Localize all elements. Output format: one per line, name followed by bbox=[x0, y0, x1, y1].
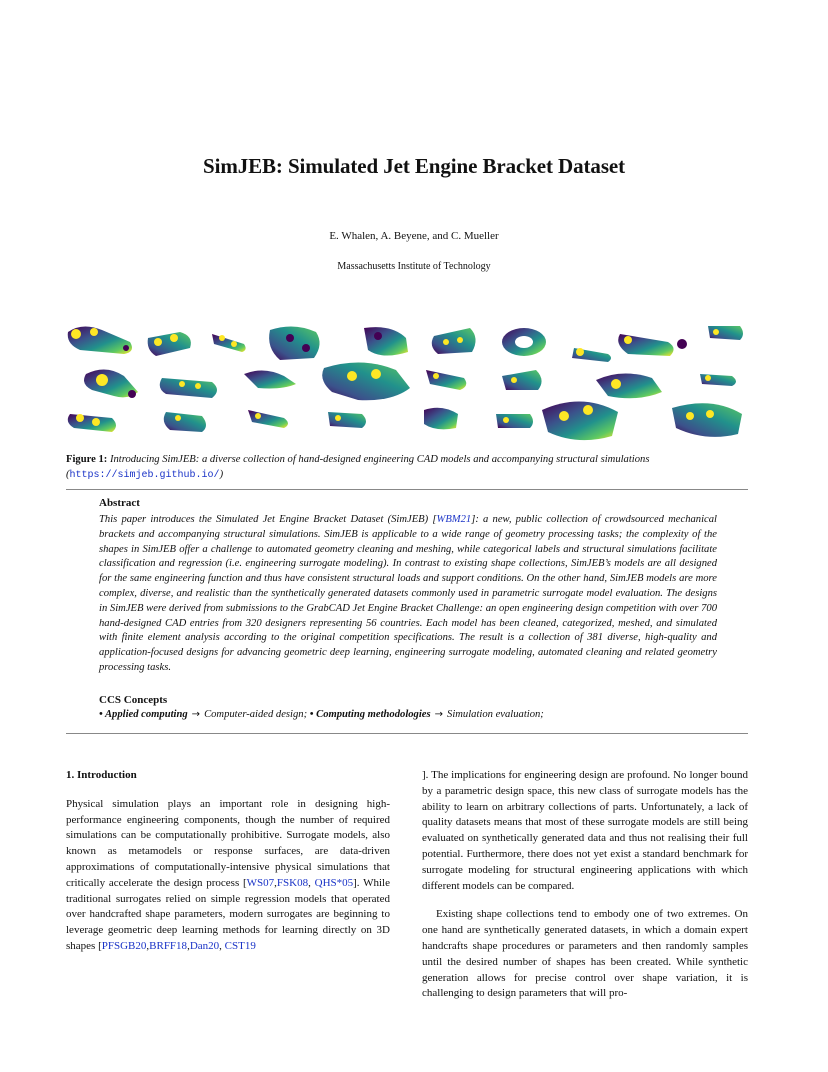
bracket-model bbox=[322, 362, 410, 400]
ccs-concept-2: • Computing methodologies bbox=[309, 709, 431, 720]
figure-1-teaser-image bbox=[62, 318, 752, 450]
bracket-model bbox=[502, 370, 542, 390]
bracket-model bbox=[160, 378, 217, 398]
bracket-model bbox=[328, 412, 366, 428]
citation-link[interactable]: PFSGB20 bbox=[101, 939, 147, 952]
citation-link[interactable]: WBM21 bbox=[436, 514, 472, 525]
abstract-text-1: This paper introduces the Simulated Jet Engine Bracket Dataset (SimJEB) [ bbox=[99, 514, 437, 525]
ccs-concept-1: • Applied computing bbox=[99, 709, 188, 720]
bracket-model bbox=[542, 401, 618, 440]
citation-link[interactable]: WS07 bbox=[246, 876, 275, 889]
intro-paragraph-2: Existing shape collections tend to embody one of two extremes. On one hand are synthetically generated datasets, in which a domain expert handcrafts shape procedures or parameters and then randomly samples until the desired number of shapes has been created. While synthetic generation allows for precise control over shape variation, it is challenging to design parameters that will pro- bbox=[422, 908, 748, 1000]
left-column bbox=[66, 768, 390, 955]
author-list: E. Whalen, A. Beyene, and C. Mueller bbox=[329, 230, 499, 242]
caption-open-paren: ( bbox=[66, 469, 70, 480]
figure-label: Figure 1: bbox=[66, 454, 108, 465]
affiliation: Massachusetts Institute of Technology bbox=[337, 261, 491, 272]
bracket-model bbox=[248, 410, 288, 428]
ccs-concepts bbox=[99, 709, 719, 720]
section-heading: 1. Introduction bbox=[66, 769, 137, 781]
intro-paragraph-1: Physical simulation plays an important role in designing high-performance engineering components, though the number of required simulations can be computationally prohibitive. Surrogate models, also known as metamodels or response surfaces, are data-driven approximations of computationally-intensive physical simulations that critically accelerate the design process [WS07,FSK08, QHS*05]. While traditional surrogates relied on simple regression models that operated over handcrafted shape parameters, modern surrogates are beginning to leverage geometric deep learning methods for learning directly on 3D shapes [PFSGB20,BRFF18,Dan20, CST19 bbox=[66, 797, 390, 952]
paper-title: SimJEB: Simulated Jet Engine Bracket Dataset bbox=[203, 154, 625, 178]
bracket-model bbox=[424, 408, 458, 430]
bracket-model bbox=[84, 369, 138, 398]
citation-link[interactable]: FSK08 bbox=[276, 876, 309, 889]
project-url-link[interactable]: https://simjeb.github.io/ bbox=[69, 470, 220, 481]
caption-text: Introducing SimJEB: a diverse collection of hand-designed engineering CAD models and accompanying structural simulations bbox=[109, 454, 650, 465]
ccs-heading: CCS Concepts bbox=[99, 694, 168, 706]
abstract-body bbox=[99, 513, 717, 676]
bracket-model bbox=[596, 373, 662, 398]
bracket-model bbox=[164, 412, 206, 432]
bracket-model bbox=[68, 326, 132, 354]
bracket-model bbox=[708, 326, 743, 340]
divider-top bbox=[66, 489, 748, 490]
bracket-model bbox=[496, 414, 533, 428]
bracket-model bbox=[572, 348, 611, 362]
arrow-icon: → bbox=[434, 709, 444, 720]
bracket-model bbox=[432, 328, 476, 354]
abstract-text-2: ]: a new, public collection of crowdsourced mechanical brackets and accompanying structural simulations. SimJEB is applicable to a wide range of geometry processing tasks; the complexity of the shapes in SimJEB offer a challenge to automated geometry cleaning and meshing, while categorical labels and structural simulations facilitate classification and regression (i.e. engineering surrogate modeling). In contrast to existing shape collections, SimJEB’s models are all designed for the same engineering function and thus have consistent structural loads and support conditions. On the other hand, SimJEB models are more complex, diverse, and realistic than the synthetically generated datasets commonly used in parametric surrogate model evaluation. The designs in SimJEB were derived from submissions to the GrabCAD Jet Engine Bracket Challenge: an open engineering design competition with over 700 hand-designed CAD entries from 320 designers representing 56 countries. Each model has been cleaned, categorized, meshed, and simulated with finite element analysis according to the original competition specifications. The result is a collection of 381 diverse, high-quality and application-focused designs for advancing geometric deep learning, engineering surrogate modeling, automated cleaning and related geometry processing tasks. bbox=[99, 514, 717, 673]
divider-bottom bbox=[66, 733, 748, 734]
right-column bbox=[422, 768, 748, 1002]
ccs-sub-2: Simulation evaluation; bbox=[447, 709, 544, 720]
abstract-heading: Abstract bbox=[99, 497, 140, 509]
bracket-model bbox=[672, 403, 742, 437]
arrow-icon: → bbox=[191, 709, 201, 720]
bracket-model bbox=[700, 374, 736, 386]
bracket-model bbox=[426, 370, 466, 390]
ccs-sub-1: Computer-aided design; bbox=[204, 709, 308, 720]
citation-link[interactable]: CST19 bbox=[224, 939, 256, 952]
citation-link[interactable]: Dan20 bbox=[189, 939, 220, 952]
citation-link[interactable]: BRFF18 bbox=[149, 939, 188, 952]
caption-close-paren: ) bbox=[219, 469, 224, 480]
figure-1-caption bbox=[66, 452, 748, 483]
bracket-model bbox=[244, 370, 296, 388]
bracket-model bbox=[618, 334, 687, 356]
bracket-model bbox=[364, 327, 408, 355]
bracket-model bbox=[68, 414, 116, 432]
bracket-model bbox=[212, 334, 246, 352]
intro-paragraph-1-continued: ]. The implications for engineering design are profound. No longer bound by a parametric design space, this new class of surrogate models has the ability to learn on arbitrary collections of parts. Unfortunately, a lack of quality datasets means that most of these surrogate models are still being evaluated on synthetically generated data and thus not realising their full potential. Furthermore, there does not yet exist a standard benchmark for surrogate modeling for structural engineering applications with which different models can be compared. bbox=[422, 769, 748, 892]
bracket-model bbox=[502, 328, 546, 356]
bracket-model bbox=[148, 332, 191, 356]
citation-link[interactable]: QHS*05 bbox=[314, 876, 354, 889]
bracket-model bbox=[269, 326, 319, 360]
